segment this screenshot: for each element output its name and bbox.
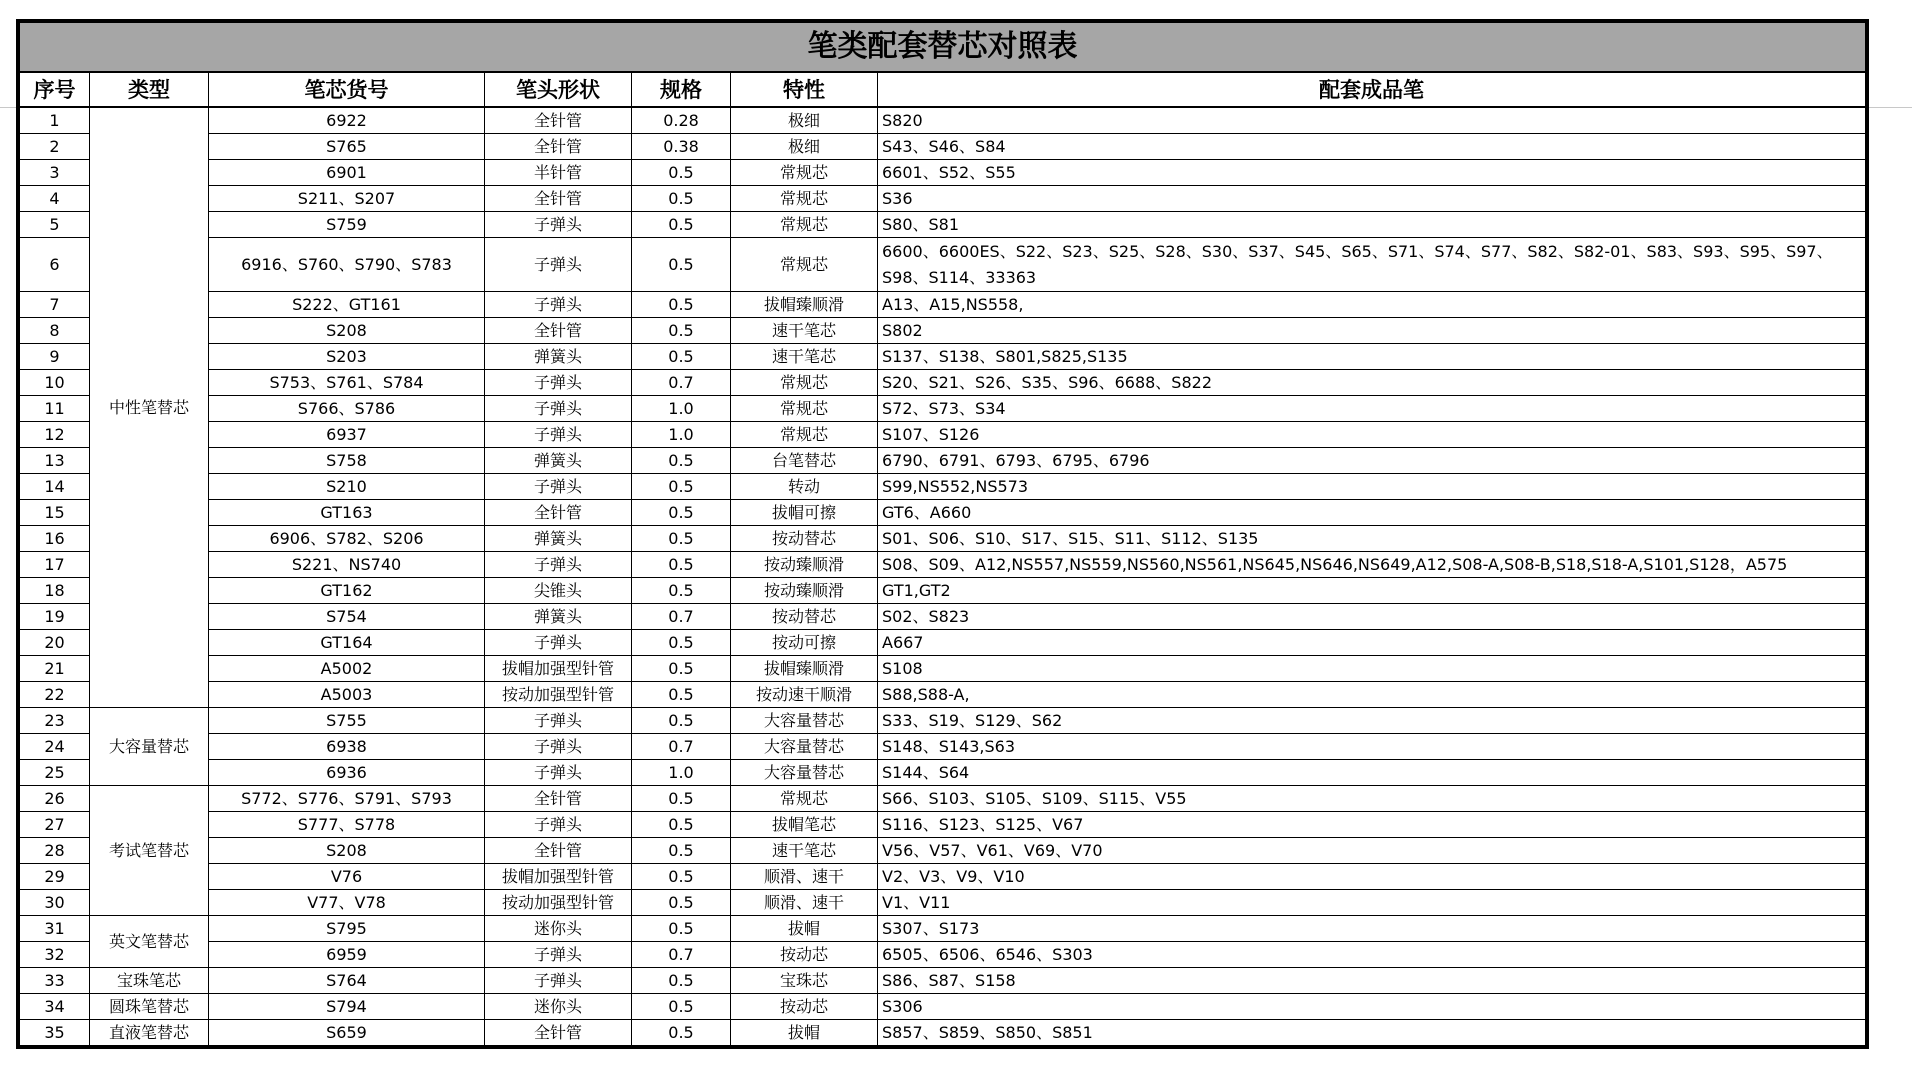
table-title: 笔类配套替芯对照表: [20, 23, 1866, 73]
cell-tip: 全针管: [485, 107, 632, 134]
cell-spec: 0.5: [632, 994, 731, 1020]
cell-pens: GT1,GT2: [878, 578, 1866, 604]
cell-tip: 全针管: [485, 500, 632, 526]
cell-tip: 全针管: [485, 318, 632, 344]
cell-feature: 拔帽: [731, 916, 878, 942]
cell-spec: 0.5: [632, 318, 731, 344]
table-row: [20, 916, 1866, 942]
cell-no: 33: [20, 968, 90, 994]
cell-no: 29: [20, 864, 90, 890]
cell-feature: 按动臻顺滑: [731, 578, 878, 604]
cell-pens: S20、S21、S26、S35、S96、6688、S822: [878, 370, 1866, 396]
cell-code: 6936: [209, 760, 485, 786]
cell-pens: S857、S859、S850、S851: [878, 1020, 1866, 1046]
cell-pens: S43、S46、S84: [878, 134, 1866, 160]
cell-pens: S137、S138、S801,S825,S135: [878, 344, 1866, 370]
cell-code: 6922: [209, 107, 485, 134]
cell-spec: 0.5: [632, 812, 731, 838]
cell-pens: 6790、6791、6793、6795、6796: [878, 448, 1866, 474]
cell-pens: S108: [878, 656, 1866, 682]
cell-pens: S307、S173: [878, 916, 1866, 942]
cell-no: 30: [20, 890, 90, 916]
table-row: [20, 474, 1866, 500]
cell-spec: 0.7: [632, 942, 731, 968]
table-row: [20, 890, 1866, 916]
cell-code: S765: [209, 134, 485, 160]
cell-pens: 6600、6600ES、S22、S23、S25、S28、S30、S37、S45、S65、S71、S74、S77、S82、S82-01、S83、S93、S95、S97、S98、S114、33363: [878, 238, 1866, 292]
table-row: [20, 1020, 1866, 1046]
cell-spec: 1.0: [632, 422, 731, 448]
cell-spec: 0.5: [632, 474, 731, 500]
cell-spec: 0.5: [632, 186, 731, 212]
cell-no: 26: [20, 786, 90, 812]
cell-code: A5002: [209, 656, 485, 682]
cell-feature: 按动速干顺滑: [731, 682, 878, 708]
table-row: [20, 708, 1866, 734]
cell-feature: 常规芯: [731, 396, 878, 422]
cell-feature: 顺滑、速干: [731, 864, 878, 890]
cell-spec: 0.7: [632, 734, 731, 760]
cell-feature: 极细: [731, 134, 878, 160]
cell-no: 27: [20, 812, 90, 838]
cell-tip: 全针管: [485, 186, 632, 212]
cell-no: 13: [20, 448, 90, 474]
cell-pens: S144、S64: [878, 760, 1866, 786]
cell-code: S759: [209, 212, 485, 238]
cell-feature: 按动可擦: [731, 630, 878, 656]
cell-spec: 0.5: [632, 786, 731, 812]
cell-spec: 0.5: [632, 160, 731, 186]
cell-code: S659: [209, 1020, 485, 1046]
cell-spec: 0.28: [632, 107, 731, 134]
cell-pens: A13、A15,NS558,: [878, 292, 1866, 318]
cell-tip: 弹簧头: [485, 448, 632, 474]
cell-no: 24: [20, 734, 90, 760]
cell-no: 25: [20, 760, 90, 786]
cell-no: 7: [20, 292, 90, 318]
table-row: [20, 656, 1866, 682]
table-row: [20, 344, 1866, 370]
cell-tip: 子弹头: [485, 734, 632, 760]
spreadsheet: [16, 19, 1869, 1049]
cell-feature: 拔帽: [731, 1020, 878, 1046]
cell-category: 考试笔替芯: [90, 786, 209, 916]
cell-spec: 0.5: [632, 968, 731, 994]
cell-tip: 子弹头: [485, 630, 632, 656]
cell-feature: 拔帽臻顺滑: [731, 292, 878, 318]
cell-no: 6: [20, 238, 90, 292]
cell-tip: 子弹头: [485, 370, 632, 396]
cell-tip: 拔帽加强型针管: [485, 656, 632, 682]
cell-code: S777、S778: [209, 812, 485, 838]
cell-tip: 弹簧头: [485, 344, 632, 370]
cell-spec: 0.5: [632, 890, 731, 916]
table-row: [20, 630, 1866, 656]
cell-code: S764: [209, 968, 485, 994]
cell-code: S753、S761、S784: [209, 370, 485, 396]
cell-pens: S820: [878, 107, 1866, 134]
cell-spec: 0.5: [632, 916, 731, 942]
header-type: 类型: [90, 72, 209, 107]
cell-code: GT162: [209, 578, 485, 604]
cell-no: 8: [20, 318, 90, 344]
cell-no: 22: [20, 682, 90, 708]
cell-code: S211、S207: [209, 186, 485, 212]
cell-pens: GT6、A660: [878, 500, 1866, 526]
cell-category: 大容量替芯: [90, 708, 209, 786]
cell-code: S754: [209, 604, 485, 630]
cell-no: 9: [20, 344, 90, 370]
cell-tip: 子弹头: [485, 942, 632, 968]
cell-spec: 0.7: [632, 370, 731, 396]
cell-tip: 子弹头: [485, 474, 632, 500]
header-code: 笔芯货号: [209, 72, 485, 107]
header-feature: 特性: [731, 72, 878, 107]
cell-tip: 子弹头: [485, 396, 632, 422]
cell-spec: 1.0: [632, 396, 731, 422]
cell-spec: 0.5: [632, 552, 731, 578]
refill-table: [19, 22, 1866, 1046]
cell-tip: 尖锥头: [485, 578, 632, 604]
cell-pens: S08、S09、A12,NS557,NS559,NS560,NS561,NS645,NS646,NS649,A12,S08-A,S08-B,S18,S18-A,S101,S128，A575: [878, 552, 1866, 578]
cell-code: S795: [209, 916, 485, 942]
cell-code: S758: [209, 448, 485, 474]
cell-no: 16: [20, 526, 90, 552]
cell-feature: 常规芯: [731, 422, 878, 448]
cell-feature: 按动替芯: [731, 604, 878, 630]
cell-category: 英文笔替芯: [90, 916, 209, 968]
cell-feature: 常规芯: [731, 238, 878, 292]
cell-pens: 6505、6506、6546、S303: [878, 942, 1866, 968]
cell-spec: 0.38: [632, 134, 731, 160]
header-row: [20, 72, 1866, 107]
cell-feature: 转动: [731, 474, 878, 500]
cell-tip: 全针管: [485, 1020, 632, 1046]
table-row: [20, 760, 1866, 786]
cell-no: 23: [20, 708, 90, 734]
cell-code: A5003: [209, 682, 485, 708]
table-row: [20, 734, 1866, 760]
cell-code: S208: [209, 318, 485, 344]
table-row: [20, 238, 1866, 292]
cell-feature: 大容量替芯: [731, 760, 878, 786]
cell-no: 20: [20, 630, 90, 656]
cell-no: 12: [20, 422, 90, 448]
cell-spec: 0.5: [632, 212, 731, 238]
cell-code: 6906、S782、S206: [209, 526, 485, 552]
table-body: [20, 107, 1866, 1046]
cell-tip: 全针管: [485, 134, 632, 160]
cell-category: 直液笔替芯: [90, 1020, 209, 1046]
cell-code: S203: [209, 344, 485, 370]
table-row: [20, 134, 1866, 160]
cell-spec: 0.5: [632, 682, 731, 708]
cell-pens: V1、V11: [878, 890, 1866, 916]
cell-tip: 半针管: [485, 160, 632, 186]
cell-no: 14: [20, 474, 90, 500]
table-row: [20, 578, 1866, 604]
cell-code: S210: [209, 474, 485, 500]
cell-category: 圆珠笔替芯: [90, 994, 209, 1020]
cell-spec: 0.5: [632, 448, 731, 474]
cell-feature: 按动芯: [731, 942, 878, 968]
cell-no: 4: [20, 186, 90, 212]
cell-spec: 1.0: [632, 760, 731, 786]
cell-no: 17: [20, 552, 90, 578]
cell-spec: 0.5: [632, 238, 731, 292]
cell-feature: 大容量替芯: [731, 708, 878, 734]
cell-tip: 迷你头: [485, 994, 632, 1020]
cell-tip: 弹簧头: [485, 526, 632, 552]
table-row: [20, 107, 1866, 134]
cell-feature: 大容量替芯: [731, 734, 878, 760]
cell-feature: 按动替芯: [731, 526, 878, 552]
table-row: [20, 864, 1866, 890]
table-row: [20, 448, 1866, 474]
table-row: [20, 786, 1866, 812]
cell-feature: 极细: [731, 107, 878, 134]
cell-no: 19: [20, 604, 90, 630]
cell-tip: 按动加强型针管: [485, 682, 632, 708]
cell-feature: 按动芯: [731, 994, 878, 1020]
cell-no: 35: [20, 1020, 90, 1046]
cell-spec: 0.5: [632, 708, 731, 734]
cell-feature: 速干笔芯: [731, 344, 878, 370]
cell-no: 21: [20, 656, 90, 682]
cell-pens: V2、V3、V9、V10: [878, 864, 1866, 890]
cell-pens: A667: [878, 630, 1866, 656]
cell-pens: S306: [878, 994, 1866, 1020]
cell-feature: 拔帽笔芯: [731, 812, 878, 838]
cell-code: 6959: [209, 942, 485, 968]
cell-spec: 0.5: [632, 344, 731, 370]
cell-no: 2: [20, 134, 90, 160]
cell-feature: 宝珠芯: [731, 968, 878, 994]
cell-spec: 0.5: [632, 630, 731, 656]
cell-code: GT164: [209, 630, 485, 656]
cell-spec: 0.7: [632, 604, 731, 630]
cell-tip: 子弹头: [485, 968, 632, 994]
cell-tip: 子弹头: [485, 422, 632, 448]
cell-pens: S802: [878, 318, 1866, 344]
header-no: 序号: [20, 72, 90, 107]
table-row: [20, 422, 1866, 448]
cell-spec: 0.5: [632, 656, 731, 682]
cell-pens: S33、S19、S129、S62: [878, 708, 1866, 734]
cell-code: S794: [209, 994, 485, 1020]
table-row: [20, 212, 1866, 238]
cell-feature: 按动臻顺滑: [731, 552, 878, 578]
cell-pens: S86、S87、S158: [878, 968, 1866, 994]
cell-spec: 0.5: [632, 864, 731, 890]
cell-pens: S88,S88-A,: [878, 682, 1866, 708]
cell-tip: 全针管: [485, 786, 632, 812]
cell-no: 15: [20, 500, 90, 526]
cell-code: 6937: [209, 422, 485, 448]
cell-feature: 速干笔芯: [731, 838, 878, 864]
cell-no: 3: [20, 160, 90, 186]
table-row: [20, 812, 1866, 838]
cell-code: V76: [209, 864, 485, 890]
cell-no: 32: [20, 942, 90, 968]
table-row: [20, 370, 1866, 396]
cell-code: S755: [209, 708, 485, 734]
header-pens: 配套成品笔: [878, 72, 1866, 107]
cell-no: 1: [20, 107, 90, 134]
cell-category: 宝珠笔芯: [90, 968, 209, 994]
cell-code: S208: [209, 838, 485, 864]
cell-tip: 迷你头: [485, 916, 632, 942]
cell-tip: 子弹头: [485, 812, 632, 838]
table-row: [20, 994, 1866, 1020]
cell-spec: 0.5: [632, 292, 731, 318]
table-row: [20, 396, 1866, 422]
cell-pens: S66、S103、S105、S109、S115、V55: [878, 786, 1866, 812]
cell-feature: 拔帽臻顺滑: [731, 656, 878, 682]
cell-code: 6916、S760、S790、S783: [209, 238, 485, 292]
cell-pens: V56、V57、V61、V69、V70: [878, 838, 1866, 864]
cell-no: 31: [20, 916, 90, 942]
table-row: [20, 526, 1866, 552]
cell-feature: 常规芯: [731, 186, 878, 212]
cell-tip: 子弹头: [485, 238, 632, 292]
cell-no: 28: [20, 838, 90, 864]
table-row: [20, 292, 1866, 318]
cell-feature: 常规芯: [731, 786, 878, 812]
cell-spec: 0.5: [632, 1020, 731, 1046]
cell-no: 11: [20, 396, 90, 422]
table-row: [20, 682, 1866, 708]
cell-code: S772、S776、S791、S793: [209, 786, 485, 812]
table-row: [20, 838, 1866, 864]
table-row: [20, 552, 1866, 578]
cell-tip: 子弹头: [485, 292, 632, 318]
cell-feature: 常规芯: [731, 212, 878, 238]
header-spec: 规格: [632, 72, 731, 107]
cell-no: 34: [20, 994, 90, 1020]
cell-feature: 常规芯: [731, 160, 878, 186]
cell-tip: 弹簧头: [485, 604, 632, 630]
cell-no: 18: [20, 578, 90, 604]
table-row: [20, 604, 1866, 630]
cell-feature: 台笔替芯: [731, 448, 878, 474]
table-row: [20, 968, 1866, 994]
cell-pens: S72、S73、S34: [878, 396, 1866, 422]
cell-code: S221、NS740: [209, 552, 485, 578]
cell-tip: 子弹头: [485, 708, 632, 734]
cell-pens: S107、S126: [878, 422, 1866, 448]
cell-tip: 按动加强型针管: [485, 890, 632, 916]
cell-feature: 速干笔芯: [731, 318, 878, 344]
cell-tip: 拔帽加强型针管: [485, 864, 632, 890]
cell-code: V77、V78: [209, 890, 485, 916]
cell-code: 6938: [209, 734, 485, 760]
cell-tip: 子弹头: [485, 212, 632, 238]
cell-pens: S148、S143,S63: [878, 734, 1866, 760]
cell-no: 5: [20, 212, 90, 238]
table-row: [20, 942, 1866, 968]
cell-spec: 0.5: [632, 526, 731, 552]
cell-spec: 0.5: [632, 500, 731, 526]
cell-feature: 顺滑、速干: [731, 890, 878, 916]
cell-pens: S99,NS552,NS573: [878, 474, 1866, 500]
cell-pens: S116、S123、S125、V67: [878, 812, 1866, 838]
cell-feature: 常规芯: [731, 370, 878, 396]
cell-code: GT163: [209, 500, 485, 526]
cell-spec: 0.5: [632, 578, 731, 604]
table-row: [20, 160, 1866, 186]
table-row: [20, 500, 1866, 526]
cell-pens: S36: [878, 186, 1866, 212]
table-row: [20, 186, 1866, 212]
cell-tip: 子弹头: [485, 760, 632, 786]
cell-no: 10: [20, 370, 90, 396]
cell-pens: 6601、S52、S55: [878, 160, 1866, 186]
cell-tip: 子弹头: [485, 552, 632, 578]
cell-pens: S02、S823: [878, 604, 1866, 630]
cell-tip: 全针管: [485, 838, 632, 864]
cell-code: S766、S786: [209, 396, 485, 422]
cell-code: S222、GT161: [209, 292, 485, 318]
cell-feature: 拔帽可擦: [731, 500, 878, 526]
cell-spec: 0.5: [632, 838, 731, 864]
cell-pens: S01、S06、S10、S17、S15、S11、S112、S135: [878, 526, 1866, 552]
cell-code: 6901: [209, 160, 485, 186]
cell-category: 中性笔替芯: [90, 107, 209, 708]
header-tip: 笔头形状: [485, 72, 632, 107]
table-row: [20, 318, 1866, 344]
cell-pens: S80、S81: [878, 212, 1866, 238]
